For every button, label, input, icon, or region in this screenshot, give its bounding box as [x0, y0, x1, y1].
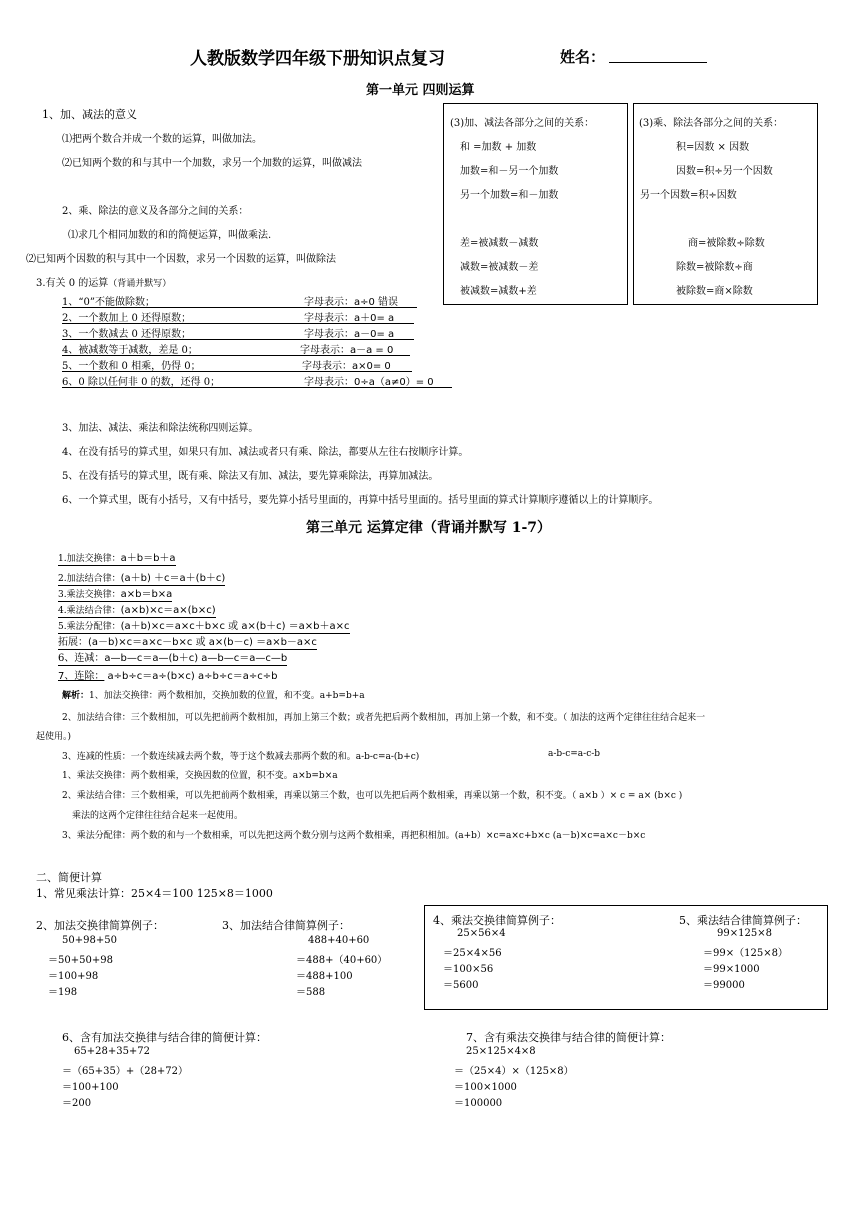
s3-title	[36, 274, 171, 289]
unit3-heading: 第三单元 运算定律（背诵并默写 1-7）	[306, 520, 552, 536]
law-formula: a÷b÷c＝a÷(b×c) a÷b÷c＝a÷c÷b	[104, 671, 278, 682]
ex2-line: ＝198	[48, 987, 78, 998]
law-name: 7、连除：	[58, 671, 105, 682]
zero-rule-text: 1、“0”不能做除数；	[62, 297, 155, 308]
box-add-line: 差=被减数－减数	[460, 238, 539, 249]
zero-rule-4	[62, 341, 410, 356]
zero-rule-formula: 字母表示：a－a = 0	[300, 345, 394, 356]
box-mul-line: 积=因数 × 因数	[676, 142, 750, 153]
exp-text: 1、加法交换律：两个数相加，交换加数的位置，和不变。a+b=b+a	[89, 691, 365, 701]
ex3-title: 3、加法结合律简算例子：	[222, 919, 350, 932]
name-blank-line[interactable]	[609, 62, 707, 63]
box-add-line: 减数=被减数－差	[460, 262, 539, 273]
unit1-p6: 6、一个算式里，既有小括号，又有中括号，要先算小括号里面的，再算中括号里面的。括号里面的算式计算顺序遵循以上的计算顺序。	[62, 495, 659, 506]
box-mul-line: 另一个因数=积÷因数	[640, 190, 737, 201]
zero-rule-text: 5、一个数和 0 相乘，仍得 0；	[62, 361, 201, 372]
ex7-line: ＝（25×4）×（125×8）	[454, 1066, 574, 1077]
unit1-p4: 4、在没有括号的算式里，如果只有加、减法或者只有乘、除法，都要从左往右按顺序计算。	[62, 447, 469, 458]
zero-rule-formula: 字母表示：0÷a（a≠0）= 0	[304, 377, 434, 388]
ex6-line: ＝（65+35）+（28+72）	[62, 1066, 189, 1077]
box-mul-title: (3)乘、除法各部分之间的关系：	[639, 118, 784, 129]
law-1	[58, 546, 176, 566]
ex6-line: ＝100+100	[62, 1082, 119, 1093]
ex7-title: 7、含有乘法交换律与结合律的简便计算：	[466, 1031, 671, 1044]
law-name: 2.加法结合律：	[58, 574, 121, 584]
ex3-line: ＝488+100	[296, 971, 353, 982]
zero-rule-formula: 字母表示：a＋0= a	[304, 313, 395, 324]
box-add-line: 被减数=减数+差	[460, 286, 537, 297]
unit1-p5: 5、在没有括号的算式里，既有乘、除法又有加、减法，要先算乘除法，再算加减法。	[62, 471, 439, 482]
exp-2a: 2、加法结合律：三个数相加，可以先把前两个数相加，再加上第三个数；或者先把后两个数相加，再加上第一个数，和不变。（ 加法的这两个定律往往结合起来一	[62, 713, 706, 723]
unit1-heading: 第一单元 四则运算	[366, 83, 475, 98]
ex2-title: 2、加法交换律简算例子：	[36, 919, 164, 932]
law-name: 拓展：	[58, 637, 88, 648]
law-6	[58, 646, 287, 666]
exp-5a: 2、乘法结合律：三个数相乘，可以先把前两个数相乘，再乘以第三个数，也可以先把后两个数相乘，再乘以第一个数，积不变。（ a×b ）× c = a× (b×c )	[62, 791, 683, 801]
exp-3a: 3、连减的性质：一个数连续减去两个数，等于这个数减去那两个数的和。a-b-c=a-(b+c)	[62, 752, 420, 762]
ex2-line: ＝100+98	[48, 971, 99, 982]
mul-div-relations-box	[633, 103, 818, 305]
s1-line2: ⑵已知两个数的和与其中一个加数，求另一个加数的运算，叫做减法	[62, 158, 362, 169]
ex4-line: ＝25×4×56	[443, 948, 502, 959]
s1-title: 1、加、减法的意义	[42, 108, 137, 121]
page-title: 人教版数学四年级下册知识点复习	[190, 49, 445, 69]
ex2-line: 50+98+50	[62, 935, 117, 946]
ex6-line: ＝200	[62, 1098, 92, 1109]
box-mul-line: 商=被除数÷除数	[688, 238, 765, 249]
s2-line2: ⑵已知两个因数的积与其中一个因数，求另一个因数的运算，叫做除法	[26, 254, 336, 265]
ex3-line: ＝588	[296, 987, 326, 998]
exp-5b: 乘法的这两个定律往往结合起来一起使用。	[72, 811, 244, 821]
ex7-line: ＝100×1000	[454, 1082, 517, 1093]
zero-rule-formula: 字母表示：a÷0 错误	[304, 297, 399, 308]
law-formula: a×b＝b×a	[120, 589, 173, 600]
zero-rule-formula: 字母表示：a×0= 0	[302, 361, 391, 372]
box-add-title: (3)加、减法各部分之间的关系：	[450, 118, 595, 129]
s2-title: 2、乘、除法的意义及各部分之间的关系：	[62, 206, 249, 217]
exp-2b: 起使用。)	[36, 732, 72, 742]
s3-note: （背诵并默写）	[108, 279, 172, 289]
s1-line1: ⑴把两个数合并成一个数的运算，叫做加法。	[62, 134, 262, 145]
ex4-title: 4、乘法交换律简算例子：	[433, 914, 561, 927]
exp-label: 解析：	[62, 691, 90, 701]
ex6-title: 6、含有加法交换律与结合律的简便计算：	[62, 1031, 267, 1044]
zero-rule-3	[62, 325, 414, 340]
ex5-line: ＝99×1000	[703, 964, 760, 975]
add-sub-relations-box	[443, 103, 628, 305]
law-name: 6、连减：	[58, 653, 105, 664]
law-name: 1.加法交换律：	[58, 554, 121, 564]
ex6-line: 65+28+35+72	[74, 1046, 151, 1057]
box-mul-line: 除数=被除数÷商	[676, 262, 753, 273]
exp-1	[62, 688, 365, 701]
zero-rule-1	[62, 293, 417, 308]
ex2-line: ＝50+50+98	[48, 955, 113, 966]
s3-title-text: 3.有关 0 的运算	[36, 278, 109, 289]
zero-rule-text: 4、被减数等于减数，差是 0；	[62, 345, 198, 356]
unit1-p3: 3、加法、减法、乘法和除法统称四则运算。	[62, 423, 259, 434]
ex5-line: ＝99×（125×8）	[703, 948, 788, 959]
ex7-line: ＝100000	[454, 1098, 503, 1109]
zero-rule-2	[62, 309, 414, 324]
ex5-line: ＝99000	[703, 980, 745, 991]
s2-line1: ⑴求几个相同加数的和的简便运算，叫做乘法.	[68, 230, 272, 241]
zero-rule-text: 3、一个数减去 0 还得原数；	[62, 329, 192, 340]
mul-examples-box	[424, 905, 828, 1010]
exp-6: 3、乘法分配律：两个数的和与一个数相乘，可以先把这两个数分别与这两个数相乘，再把积相加。(a+b）×c=a×c+b×c (a－b)×c=a×c－b×c	[62, 831, 646, 841]
law-7	[58, 664, 277, 683]
zero-rule-5	[62, 357, 412, 372]
name-label: 姓名：	[560, 48, 606, 66]
ex3-line: 488+40+60	[308, 935, 370, 946]
law-formula: (a－b)×c＝a×c－b×c 或 a×(b－c) ＝a×b－a×c	[88, 637, 317, 648]
law-name: 5.乘法分配律：	[58, 622, 121, 632]
zero-rule-6	[62, 373, 452, 388]
ex5-line: 99×125×8	[717, 928, 772, 939]
box-mul-line: 被除数=商×除数	[676, 286, 753, 297]
zero-rule-text: 2、一个数加上 0 还得原数；	[62, 313, 192, 324]
zero-rule-text: 6、0 除以任何非 0 的数，还得 0；	[62, 377, 221, 388]
law-formula: (a＋b)×c＝a×c＋b×c 或 a×(b＋c) ＝a×b＋a×c	[120, 621, 350, 632]
ex5-title: 5、乘法结合律简算例子：	[679, 914, 807, 927]
ex3-line: ＝488+（40+60）	[296, 955, 388, 966]
simple-title: 二、简便计算	[36, 871, 102, 884]
common-products: 1、常见乘法计算：25×4＝100 125×8＝1000	[36, 887, 273, 900]
law-formula: a—b—c＝a—(b＋c) a—b—c＝a—c—b	[104, 653, 288, 664]
law-formula: (a×b)×c＝a×(b×c)	[120, 605, 216, 616]
law-formula: (a＋b) ＋c＝a＋(b＋c)	[120, 573, 226, 584]
law-name: 4.乘法结合律：	[58, 606, 121, 616]
box-add-line: 和 =加数 + 加数	[460, 142, 537, 153]
zero-rule-formula: 字母表示：a－0= a	[304, 329, 395, 340]
ex4-line: 25×56×4	[457, 928, 506, 939]
box-mul-line: 因数=积÷另一个因数	[676, 166, 773, 177]
box-add-line: 另一个加数=和－加数	[460, 190, 559, 201]
exp-4: 1、乘法交换律：两个数相乘，交换因数的位置，积不变。a×b=b×a	[62, 771, 338, 781]
ex7-line: 25×125×4×8	[466, 1046, 536, 1057]
ex4-line: ＝100×56	[443, 964, 494, 975]
law-name: 3.乘法交换律：	[58, 590, 121, 600]
box-add-line: 加数=和－另一个加数	[460, 166, 559, 177]
exp-3b: a-b-c=a-c-b	[548, 749, 601, 759]
law-formula: a＋b＝b＋a	[120, 553, 176, 564]
ex4-line: ＝5600	[443, 980, 479, 991]
